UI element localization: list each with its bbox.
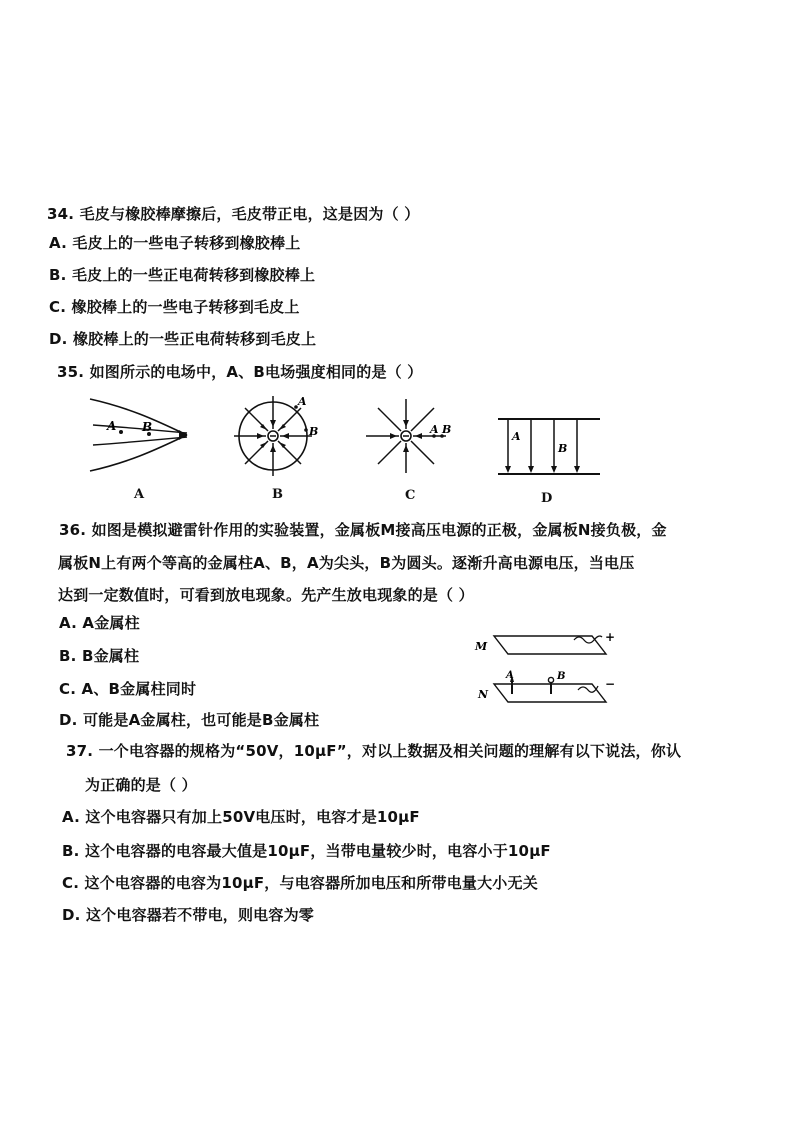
q37-option-d: D. 这个电容器若不带电，则电容为零: [62, 906, 314, 924]
q36-stem-line-1: 36. 如图是模拟避雷针作用的实验装置，金属板M接高压电源的正极，金属板N接负极，金: [59, 521, 667, 539]
q34-option-b: B. 毛皮上的一些正电荷转移到橡胶棒上: [49, 266, 316, 284]
q37-option-b: B. 这个电容器的电容最大值是10μF，当带电量较少时，电容小于10μF: [62, 842, 551, 860]
q34-option-c: C. 橡胶棒上的一些电子转移到毛皮上: [49, 298, 300, 316]
q37-stem-line-2: 为正确的是（ ）: [85, 776, 197, 794]
q36-option-a: A. A金属柱: [59, 614, 140, 632]
svg-text:B: B: [442, 423, 452, 436]
pole-a-label: A: [506, 670, 514, 681]
q36-stem-line-3: 达到一定数值时，可看到放电现象。先产生放电现象的是（ ）: [58, 586, 474, 604]
q34-option-d: D. 橡胶棒上的一些正电荷转移到毛皮上: [49, 330, 317, 348]
figure-a-converging-field: [85, 395, 195, 475]
figure-d-uniform-field: [496, 416, 602, 478]
svg-text:A: A: [430, 423, 439, 436]
svg-text:B: B: [309, 425, 319, 438]
pole-b-label: B: [557, 671, 566, 682]
field-line: [90, 399, 187, 435]
plate-m-label: M: [475, 640, 488, 653]
figure-b-negative-charge-circle: [232, 393, 322, 479]
point-a-label: A: [107, 419, 117, 433]
svg-text:B: B: [558, 442, 568, 455]
figure-c-label: C: [405, 488, 416, 503]
q36-option-b: B. B金属柱: [59, 647, 140, 665]
svg-text:A: A: [512, 430, 521, 443]
q36-option-c: C. A、B金属柱同时: [59, 680, 197, 698]
q34-stem: 34. 毛皮与橡胶棒摩擦后，毛皮带正电，这是因为（ ）: [47, 205, 420, 223]
wire-positive: [574, 636, 602, 643]
plus-sign: +: [605, 630, 616, 644]
q34-option-a: A. 毛皮上的一些电子转移到橡胶棒上: [49, 234, 301, 252]
plate-m: [494, 636, 606, 654]
plate-n-label: N: [478, 688, 489, 701]
q35-stem: 35. 如图所示的电场中，A、B电场强度相同的是（ ）: [57, 363, 423, 381]
lightning-rod-apparatus: [474, 628, 624, 708]
arrow-icon: [179, 430, 187, 440]
svg-text:A: A: [298, 395, 307, 408]
figure-a-label: A: [134, 487, 145, 502]
q37-option-c: C. 这个电容器的电容为10μF，与电容器所加电压和所带电量大小无关: [62, 874, 538, 892]
minus-sign: −: [605, 677, 616, 691]
q37-stem-line-1: 37. 一个电容器的规格为“50V，10μF”，对以上数据及相关问题的理解有以下说法，你认: [66, 742, 682, 760]
point-a: [119, 430, 123, 434]
figure-b-label: B: [272, 487, 283, 502]
figure-c-negative-charge: [362, 397, 458, 475]
q36-stem-line-2: 属板N上有两个等高的金属柱A、B，A为尖头，B为圆头。逐渐升高电源电压，当电压: [58, 554, 635, 572]
point-b-label: B: [142, 420, 153, 434]
field-line: [90, 435, 187, 471]
arrow-icon: [505, 466, 580, 473]
figure-d-label: D: [541, 491, 553, 506]
q36-option-d: D. 可能是A金属柱，也可能是B金属柱: [59, 711, 320, 729]
q37-option-a: A. 这个电容器只有加上50V电压时，电容才是10μF: [62, 808, 420, 826]
